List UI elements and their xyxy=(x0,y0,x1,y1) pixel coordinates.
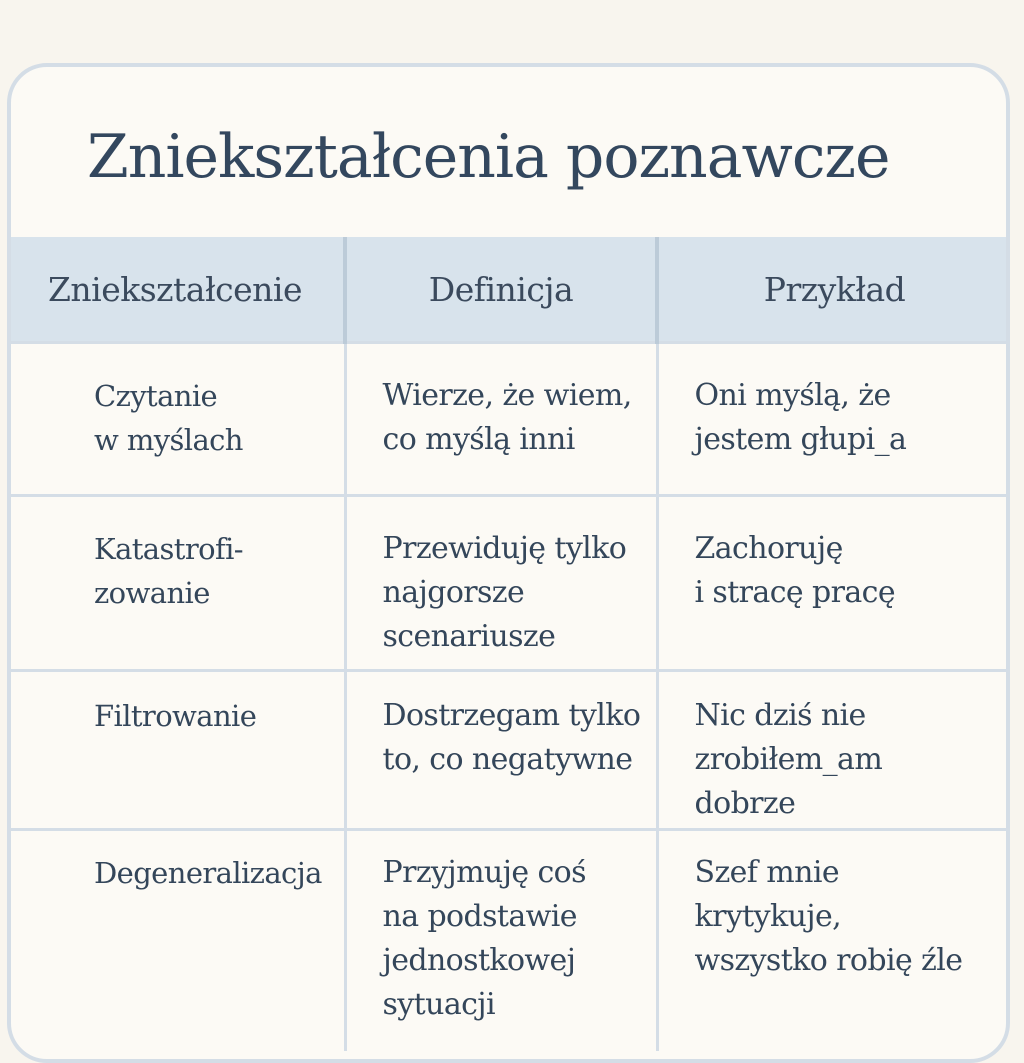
page-title: Zniekształcenia poznawcze xyxy=(87,122,890,192)
example-cell: Oni myślą, że jestem głupi_a xyxy=(657,343,1010,496)
column-header-example: Przykład xyxy=(657,237,1010,343)
table-row xyxy=(7,830,1010,1052)
distortion-cell: Czytanie w myślach xyxy=(7,343,345,496)
table-header-row xyxy=(7,237,1010,343)
column-header-distortion: Zniekształcenie xyxy=(7,237,345,343)
distortions-table xyxy=(7,237,1010,1051)
example-cell: Szef mnie krytykuje, wszystko robię źle xyxy=(657,830,1010,1052)
distortion-cell: Degeneralizacja xyxy=(7,830,345,1052)
table-row xyxy=(7,671,1010,830)
distortions-card xyxy=(7,63,1010,1063)
distortion-cell: Filtrowanie xyxy=(7,671,345,830)
definition-cell: Wierze, że wiem, co myślą inni xyxy=(345,343,657,496)
distortion-cell: Katastrofi- zowanie xyxy=(7,496,345,671)
definition-cell: Przyjmuję coś na podstawie jednostkowej sytuacji xyxy=(345,830,657,1052)
table-row xyxy=(7,343,1010,496)
definition-cell: Dostrzegam tylko to, co negatywne xyxy=(345,671,657,830)
column-header-definition: Definicja xyxy=(345,237,657,343)
table-row xyxy=(7,496,1010,671)
definition-cell: Przewiduję tylko najgorsze scenariusze xyxy=(345,496,657,671)
example-cell: Zachoruję i stracę pracę xyxy=(657,496,1010,671)
example-cell: Nic dziś nie zrobiłem_am dobrze xyxy=(657,671,1010,830)
